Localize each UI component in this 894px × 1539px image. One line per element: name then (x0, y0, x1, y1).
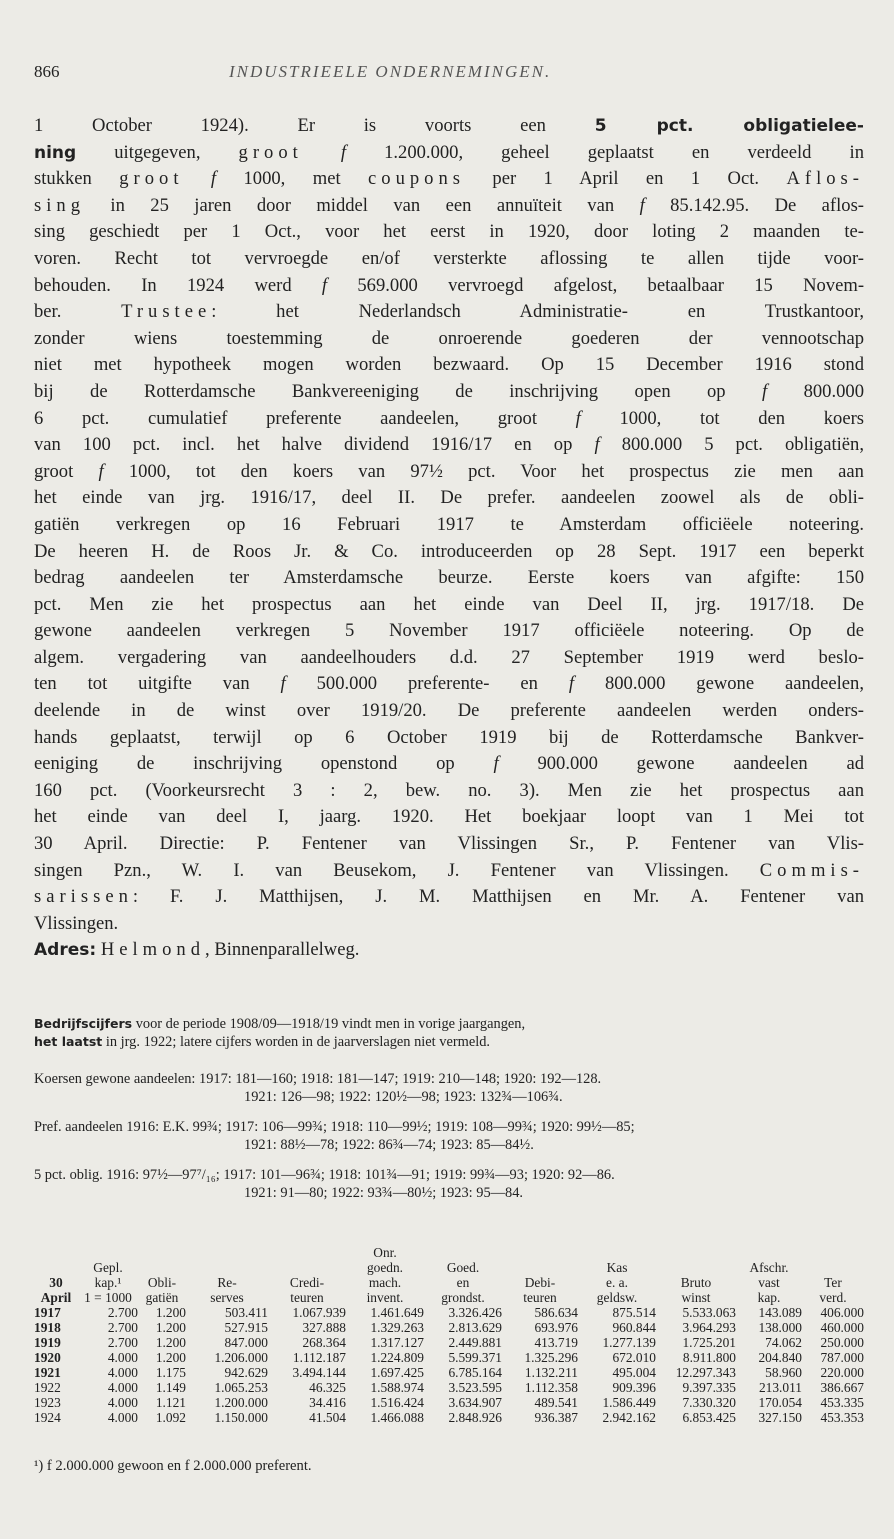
column-header: Onr. goedn. mach. invent. (366, 1245, 404, 1305)
table-cell: 453.335 (820, 1395, 864, 1410)
table-cell: 12.297.343 (675, 1365, 736, 1380)
text-line (34, 432, 864, 459)
text-line (34, 565, 864, 592)
table-cell: 693.976 (534, 1320, 578, 1335)
table-cell: 3.634.907 (448, 1395, 502, 1410)
bold-term: Adres: (34, 940, 97, 961)
table-cell: 1.325.296 (524, 1350, 578, 1365)
text-line (34, 698, 864, 725)
table-cell: 1.697.425 (370, 1365, 424, 1380)
table-cell: 2.700 (107, 1335, 138, 1350)
row-year: 1922 (34, 1380, 61, 1395)
table-cell: 1.329.263 (370, 1320, 424, 1335)
row-year: 1917 (34, 1305, 61, 1320)
row-year: 1923 (34, 1395, 61, 1410)
table-cell: 6.785.164 (448, 1365, 502, 1380)
text-line (34, 645, 864, 672)
row-year: 1919 (34, 1335, 61, 1350)
text-span: 800.000 5 pct. obligatiën, (599, 434, 864, 456)
text-span: gewone aandeelen verkregen 5 November 1917 officiëele noteering. Op de (34, 620, 864, 642)
koers-pref (34, 1118, 864, 1154)
table-cell: 1.200 (155, 1320, 186, 1335)
row-year: 1920 (34, 1350, 61, 1365)
text-line (34, 512, 864, 539)
bedrijfscijfers-note (34, 1015, 864, 1051)
text-span: ber. (34, 301, 122, 323)
table-cell: 2.813.629 (448, 1320, 502, 1335)
text-line (34, 219, 864, 246)
spaced-term: groot (119, 168, 184, 190)
table-cell: 220.000 (820, 1365, 864, 1380)
text-line (34, 804, 864, 831)
page-number: 866 (34, 62, 60, 81)
table-row (34, 1305, 864, 1320)
text-span: sing geschiedt per 1 Oct., voor het eerst in 1920, door loting 2 maanden te- (34, 221, 864, 243)
table-cell: 1.588.974 (370, 1380, 424, 1395)
spaced-term: groot (238, 141, 303, 163)
text-line (34, 193, 864, 220)
table-cell: 942.629 (224, 1365, 268, 1380)
bedrijfscijfers-emph: het laatst (34, 1034, 103, 1049)
text-span: 900.000 gewone aandeelen ad (498, 753, 864, 775)
text-line (34, 539, 864, 566)
column-header: Bruto winst (680, 1275, 712, 1305)
table-cell: 3.964.293 (682, 1320, 736, 1335)
table-cell: 1.150.000 (214, 1410, 268, 1425)
table-cell: 1.149 (155, 1380, 186, 1395)
florin-sign: f (575, 407, 581, 429)
text-line (34, 352, 864, 379)
koers-line: 1921: 126—98; 1922: 120½—98; 1923: 132¾—106¾. (244, 1089, 563, 1105)
florin-sign: f (639, 194, 645, 216)
text-line (34, 911, 864, 938)
footnote: ¹) f 2.000.000 gewoon en f 2.000.000 preferent. (34, 1458, 312, 1474)
table-cell: 1.317.127 (370, 1335, 424, 1350)
table-cell: 1.175 (155, 1365, 186, 1380)
table-cell: 386.667 (820, 1380, 864, 1395)
text-line (34, 937, 864, 964)
table-cell: 1.132.211 (524, 1365, 578, 1380)
florin-sign: f (280, 673, 286, 695)
table-cell: 489.541 (534, 1395, 578, 1410)
table-cell: 4.000 (107, 1380, 138, 1395)
text-line (34, 618, 864, 645)
text-span: algem. vergadering van aandeelhouders d.d. 27 September 1919 werd beslo- (34, 646, 864, 668)
table-cell: 1.516.424 (370, 1395, 424, 1410)
table-cell: 5.599.371 (448, 1350, 502, 1365)
spaced-term: coupons (368, 168, 465, 190)
table-cell: 960.844 (612, 1320, 656, 1335)
text-line (34, 326, 864, 353)
text-span: 800.000 (767, 380, 864, 402)
column-header: Kas e. a. geldsw. (596, 1260, 638, 1305)
text-span: per 1 April en 1 Oct. (465, 168, 787, 190)
table-cell: 1.586.449 (602, 1395, 656, 1410)
text-span: 85.142.95. De aflos- (644, 194, 864, 216)
text-span: 569.000 vervroegd afgelost, betaalbaar 15 Novem- (327, 274, 865, 296)
table-cell: 495.004 (612, 1365, 656, 1380)
running-head: INDUSTRIEELE ONDERNEMINGEN. (229, 62, 552, 81)
table-cell: 5.533.063 (682, 1305, 736, 1320)
column-header: Debi- teuren (523, 1275, 557, 1305)
table-cell: 406.000 (820, 1305, 864, 1320)
table-cell: 787.000 (820, 1350, 864, 1365)
table-cell: 3.523.595 (448, 1380, 502, 1395)
text-span: 1.200.000, geheel geplaatst en verdeeld in (346, 141, 864, 163)
text-span: hands geplaatst, terwijl op 6 October 1919 bij de Rotterdamsche Bankver- (34, 726, 864, 748)
text-span: ten tot uitgifte van (34, 673, 281, 695)
table-cell: 453.353 (820, 1410, 864, 1425)
text-span: 1000, tot den koers (580, 407, 864, 429)
table-cell: 268.364 (302, 1335, 346, 1350)
text-span: zonder wiens toestemming de onroerende goederen der vennootschap (34, 327, 864, 349)
column-header: Gepl. kap.¹ 1 = 1000 (84, 1260, 132, 1305)
bedrijfscijfers-line2: in jrg. 1922; latere cijfers worden in de jaarverslagen niet vermeld. (105, 1034, 491, 1050)
text-line (34, 113, 864, 140)
table-row (34, 1350, 864, 1365)
text-line (34, 858, 864, 885)
text-span: niet met hypotheek mogen worden bezwaard. Op 15 December 1916 stond (34, 354, 864, 376)
florin-sign: f (321, 274, 328, 296)
florin-sign: f (568, 673, 575, 695)
table-cell: 74.062 (765, 1335, 802, 1350)
table-cell: 2.700 (107, 1320, 138, 1335)
table-cell: 4.000 (107, 1350, 138, 1365)
table-cell: 847.000 (224, 1335, 268, 1350)
table-cell: 1.466.088 (370, 1410, 424, 1425)
text-span (184, 168, 211, 189)
koers-oblig (34, 1166, 864, 1202)
row-year: 1918 (34, 1320, 61, 1335)
spaced-term: Helmond (100, 939, 206, 961)
table-cell: 213.011 (758, 1380, 802, 1395)
text-span: : het Nederlandsch Administratie- en Trustkantoor, (211, 301, 864, 323)
text-span: eeniging de inschrijving openstond op (34, 753, 494, 775)
text-span (303, 142, 341, 163)
bold-term: 5 pct. obligatielee- (594, 116, 864, 136)
text-line (34, 459, 864, 486)
florin-sign: f (98, 460, 104, 482)
text-span: groot (34, 460, 99, 482)
financial-table (34, 1245, 864, 1425)
table-cell: 672.010 (612, 1350, 656, 1365)
text-span: 800.000 gewone aandeelen, (574, 673, 864, 695)
table-cell: 1.067.939 (292, 1305, 346, 1320)
spaced-term: sarissen (34, 886, 133, 908)
table-cell: 204.840 (758, 1350, 802, 1365)
text-line (34, 379, 864, 406)
florin-sign: f (594, 434, 600, 456)
spaced-term: Trustee (121, 301, 212, 323)
text-line (34, 778, 864, 805)
text-line (34, 592, 864, 619)
text-span: 6 pct. cumulatief preferente aandeelen, groot (34, 407, 576, 429)
text-span: : F. J. Matthijsen, J. M. Matthijsen en Mr. A. Fentener van (132, 886, 864, 908)
table-cell: 1.200 (155, 1305, 186, 1320)
table-row (34, 1395, 864, 1410)
text-span: , Binnenparallelweg. (205, 939, 360, 961)
table-row (34, 1335, 864, 1350)
text-span: behouden. In 1924 werd (34, 274, 322, 296)
text-span: het einde van deel I, jaarg. 1920. Het boekjaar loopt van 1 Mei tot (34, 806, 864, 828)
table-row (34, 1410, 864, 1425)
text-span: Vlissingen. (34, 912, 119, 934)
table-cell: 34.416 (309, 1395, 346, 1410)
koers-line: 1921: 88½—78; 1922: 86¾—74; 1923: 85—84½. (244, 1137, 534, 1153)
table-cell: 1.200.000 (214, 1395, 268, 1410)
table-cell: 4.000 (107, 1410, 138, 1425)
text-span: voren. Recht tot vervroegde en/of versterkte aflossing te allen tijde voor- (34, 247, 864, 269)
text-span: 1 October 1924). Er is voorts een (34, 115, 595, 136)
text-span: De heeren H. de Roos Jr. & Co. introduceerden op 28 Sept. 1917 een beperkt (34, 540, 864, 562)
text-span: van 100 pct. incl. het halve dividend 1916/17 en op (34, 434, 595, 456)
table-cell: 46.325 (309, 1380, 346, 1395)
text-line (34, 671, 864, 698)
text-span: stukken (34, 168, 120, 190)
table-cell: 1.206.000 (214, 1350, 268, 1365)
koers-line: 5 pct. oblig. 1916: 97½—97⁷/₁₆; 1917: 101—96¾; 1918: 101¾—91; 1919: 99¾—93; 1920: 92—86. (34, 1167, 615, 1183)
table-cell: 3.494.144 (292, 1365, 346, 1380)
table-cell: 1.065.253 (214, 1380, 268, 1395)
table-cell: 327.888 (302, 1320, 346, 1335)
text-line (34, 485, 864, 512)
text-line (34, 831, 864, 858)
table-cell: 875.514 (612, 1305, 656, 1320)
table-cell: 2.700 (107, 1305, 138, 1320)
florin-sign: f (493, 753, 499, 775)
florin-sign: f (762, 380, 768, 402)
text-line (34, 406, 864, 433)
table-cell: 327.150 (758, 1410, 802, 1425)
column-header: Afschr. vast kap. (749, 1260, 789, 1305)
column-header: Ter verd. (819, 1275, 847, 1305)
column-header: Credi- teuren (289, 1275, 325, 1305)
table-cell: 527.915 (224, 1320, 268, 1335)
page-header (34, 62, 864, 86)
table-cell: 1.200 (155, 1335, 186, 1350)
text-line (34, 751, 864, 778)
text-span: uitgegeven, (76, 141, 239, 163)
table-cell: 1.725.201 (682, 1335, 736, 1350)
table-cell: 2.942.162 (602, 1410, 656, 1425)
table-cell: 3.326.426 (448, 1305, 502, 1320)
spaced-term: sing (34, 194, 85, 216)
table-cell: 4.000 (107, 1395, 138, 1410)
table-cell: 1.112.187 (292, 1350, 346, 1365)
table-cell: 8.911.800 (682, 1350, 736, 1365)
text-line (34, 140, 864, 167)
text-span: 500.000 preferente- en (285, 673, 569, 695)
table-cell: 2.449.881 (448, 1335, 502, 1350)
text-span: bij de Rotterdamsche Bankvereeniging de inschrijving open op (34, 380, 762, 402)
text-span: 160 pct. (Voorkeursrecht 3 : 2, bew. no. 3). Men zie het prospectus aan (34, 779, 864, 801)
table-row (34, 1365, 864, 1380)
text-span: singen Pzn., W. I. van Beusekom, J. Fentener van Vlissingen. (34, 859, 760, 881)
table-cell: 6.853.425 (682, 1410, 736, 1425)
spaced-term: Commis- (759, 859, 864, 881)
table-cell: 1.121 (155, 1395, 186, 1410)
text-span: pct. Men zie het prospectus aan het einde van Deel II, jrg. 1917/18. De (34, 593, 864, 615)
koers-gewone (34, 1070, 864, 1106)
table-cell: 413.719 (534, 1335, 578, 1350)
table-cell: 586.634 (534, 1305, 578, 1320)
table-cell: 503.411 (224, 1305, 268, 1320)
table-cell: 4.000 (107, 1365, 138, 1380)
table-cell: 1.277.139 (602, 1335, 656, 1350)
table-row (34, 1320, 864, 1335)
table-cell: 170.054 (758, 1395, 802, 1410)
bedrijfscijfers-line1: voor de periode 1908/09—1918/19 vindt men in vorige jaargangen, (135, 1016, 526, 1032)
table-cell: 1.461.649 (370, 1305, 424, 1320)
text-line (34, 246, 864, 273)
table-header-row (34, 1245, 864, 1305)
text-span: 1000, tot den koers van 97½ pct. Voor het prospectus zie men aan (103, 460, 864, 482)
text-span: 1000, met (216, 168, 369, 190)
table-cell: 1.092 (155, 1410, 186, 1425)
text-line (34, 884, 864, 911)
table-cell: 41.504 (309, 1410, 346, 1425)
table-cell: 138.000 (758, 1320, 802, 1335)
body-paragraph (34, 113, 864, 964)
table-cell: 936.387 (534, 1410, 578, 1425)
table-cell: 460.000 (820, 1320, 864, 1335)
column-header: Goed. en grondst. (441, 1260, 485, 1305)
table-cell: 143.089 (758, 1305, 802, 1320)
column-header: Obli- gatiën (145, 1275, 179, 1305)
koers-line: Koersen gewone aandeelen: 1917: 181—160; 1918: 181—147; 1919: 210—148; 1920: 192—128. (34, 1071, 602, 1087)
text-span: het einde van jrg. 1916/17, deel II. De prefer. aandeelen zoowel als de obli- (34, 487, 864, 509)
table-cell: 909.396 (612, 1380, 656, 1395)
bedrijfscijfers-label: Bedrijfscijfers (34, 1016, 133, 1031)
table-row (34, 1380, 864, 1395)
spaced-term: Aflos- (786, 168, 864, 190)
row-year: 1921 (34, 1365, 61, 1380)
florin-sign: f (340, 141, 347, 163)
row-year: 1924 (34, 1410, 61, 1425)
koers-line: Pref. aandeelen 1916: E.K. 99¾; 1917: 106—99¾; 1918: 110—99½; 1919: 108—99¾; 1920: 99½—85; (34, 1119, 635, 1135)
text-span: 30 April. Directie: P. Fentener van Vlissingen Sr., P. Fentener van Vlis- (34, 833, 864, 855)
text-span: gatiën verkregen op 16 Februari 1917 te Amsterdam officiëele noteering. (34, 513, 864, 535)
column-header: Re- serves (210, 1275, 244, 1305)
florin-sign: f (210, 168, 217, 190)
text-line (34, 166, 864, 193)
table-cell: 58.960 (765, 1365, 802, 1380)
text-line (34, 273, 864, 300)
text-span: in 25 jaren door middel van een annuïteit van (85, 194, 640, 216)
table-cell: 250.000 (820, 1335, 864, 1350)
table-cell: 2.848.926 (448, 1410, 502, 1425)
table-cell: 1.224.809 (370, 1350, 424, 1365)
bold-term: ning (34, 142, 77, 163)
text-line (34, 299, 864, 326)
table-cell: 1.200 (155, 1350, 186, 1365)
table-cell: 9.397.335 (682, 1380, 736, 1395)
text-span: deelende in de winst over 1919/20. De preferente aandeelen werden onders- (34, 700, 864, 722)
column-header: 30 April (40, 1275, 72, 1305)
text-span: bedrag aandeelen ter Amsterdamsche beurze. Eerste koers van afgifte: 150 (34, 567, 864, 589)
table-cell: 1.112.358 (524, 1380, 578, 1395)
text-line (34, 725, 864, 752)
koers-line: 1921: 91—80; 1922: 93¾—80½; 1923: 95—84. (244, 1185, 524, 1201)
table-cell: 7.330.320 (682, 1395, 736, 1410)
